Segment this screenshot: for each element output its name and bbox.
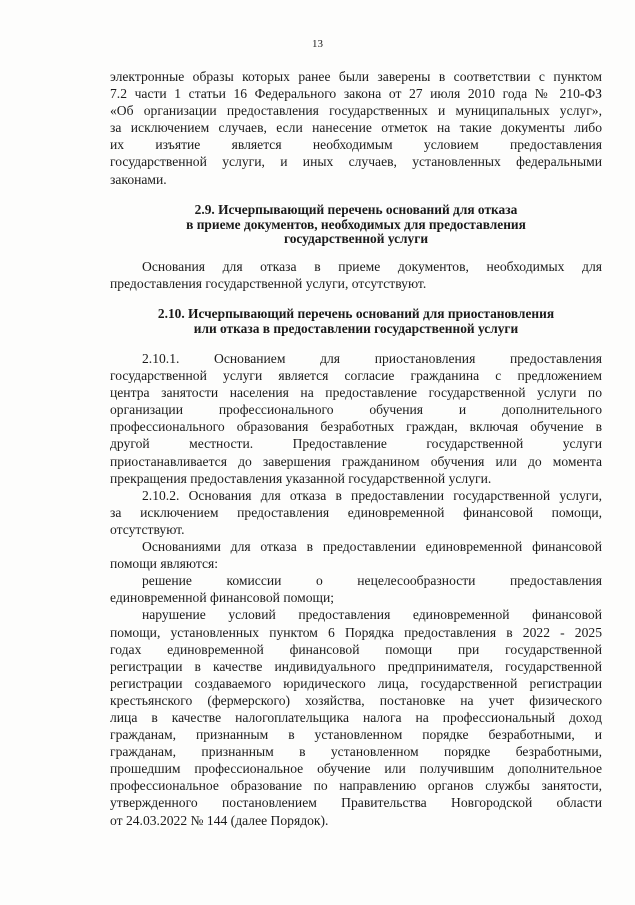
heading-line: государственной услуги: [283, 231, 429, 246]
text-line: их изъятие является необходимым условием предоставления: [110, 137, 602, 153]
page-number: 13: [312, 38, 323, 50]
text-line: государственной услуги является согласие гражданина с предложением: [110, 368, 602, 384]
text-line: «Об организации предоставления государственных и муниципальных услуг»,: [110, 103, 602, 119]
heading-line: или отказа в предоставлении государственной услуги: [193, 320, 519, 336]
text-line: единовременной финансовой помощи;: [110, 590, 335, 606]
text-line: от 24.03.2022 № 144 (далее Порядок).: [110, 812, 329, 828]
text-line: за исключением случаев, если нанесение отметок на такие документы либо: [110, 120, 602, 136]
text-line: отсутствуют.: [110, 521, 185, 537]
text-line: профессиональное образование по направлению органов службы занятости,: [110, 778, 602, 794]
text-line: решение комиссии о нецелесообразности предоставления: [142, 573, 602, 589]
paragraph-violation: [110, 606, 602, 828]
text-line: годах единовременной финансовой помощи при государственной: [110, 641, 602, 657]
section-2-9-body: [110, 258, 602, 292]
text-line: приостанавливается до завершения гражданином обучения или до момента: [110, 453, 602, 469]
text-line: помощи, установленных пунктом 6 Порядка предоставления в 2022 - 2025: [110, 624, 602, 640]
text-line: регистрации создаваемого юридического лица, государственной регистрации: [110, 675, 602, 691]
text-line: предоставления государственной услуги, отсутствуют.: [110, 276, 427, 292]
section-2-9-title: [110, 203, 602, 247]
text-line: профессионального образования безработных граждан, включая обучение в: [110, 419, 602, 435]
text-line: за исключением предоставления единовременной финансовой помощи,: [110, 504, 602, 520]
paragraph-grounds: [110, 538, 602, 572]
text-line: регистрации в качестве индивидуального предпринимателя, государственной: [110, 658, 602, 674]
text-line: гражданам, признанным в установленном порядке безработными,: [110, 744, 602, 760]
text-line: государственной услуги, и иных случаев, установленных федеральными: [110, 154, 602, 170]
text-line: законами.: [110, 171, 167, 187]
paragraph-2-10-2: [110, 487, 602, 538]
text-line: центра занятости населения на предоставление государственной услуги по: [110, 385, 602, 401]
text-line: прошедшим профессиональное обучение или получившим дополнительное: [110, 761, 602, 777]
text-line: другой местности. Предоставление государственной услуги: [110, 436, 602, 452]
intro-paragraph: [110, 68, 602, 188]
text-line: 2.10.1. Основанием для приостановления предоставления: [142, 351, 602, 366]
section-2-10-title: [110, 307, 602, 336]
text-line: электронные образы которых ранее были заверены в соответствии с пунктом: [110, 69, 602, 84]
paragraph-decision: [110, 572, 602, 606]
text-line: гражданам, признанным в установленном порядке безработными, и: [110, 727, 602, 743]
text-line: 7.2 части 1 статьи 16 Федерального закона от 27 июля 2010 года № 210-ФЗ: [110, 86, 602, 102]
text-line: крестьянского (фермерского) хозяйства, постановке на учет физического: [110, 692, 602, 708]
text-line: прекращения предоставления указанной государственной услуги.: [110, 470, 492, 486]
section-2-10-body: [110, 350, 602, 829]
heading-line: 2.10. Исчерпывающий перечень оснований для приостановления: [157, 306, 555, 321]
text-line: помощи являются:: [110, 556, 219, 572]
text-line: лица в качестве налогоплательщика налога на профессиональный доход: [110, 709, 602, 725]
text-line: Основания для отказа в приеме документов, необходимых для: [142, 259, 602, 274]
text-line: Основаниями для отказа в предоставлении единовременной финансовой: [142, 539, 602, 555]
heading-line: в приеме документов, необходимых для предоставления: [186, 216, 526, 232]
text-line: организации профессионального обучения и дополнительного: [110, 402, 602, 418]
text-line: нарушение условий предоставления единовременной финансовой: [142, 607, 602, 623]
heading-line: 2.9. Исчерпывающий перечень оснований для отказа: [194, 202, 518, 217]
paragraph-2-10-1: [110, 350, 602, 487]
text-line: утвержденного постановлением Правительства Новгородской области: [110, 795, 602, 811]
text-line: 2.10.2. Основания для отказа в предоставлении государственной услуги,: [142, 487, 602, 503]
